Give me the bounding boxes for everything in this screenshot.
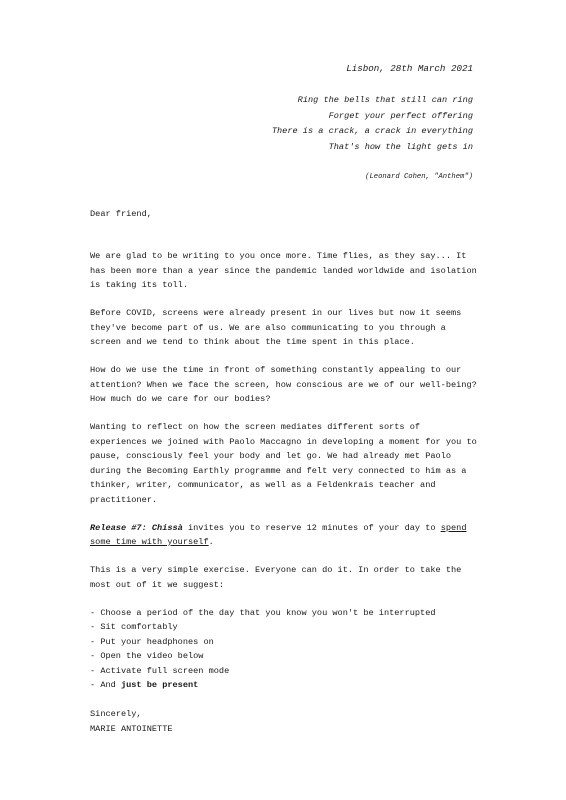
dateline: Lisbon, 28th March 2021 <box>346 63 473 74</box>
epigraph-line: That's how the light gets in <box>328 141 473 152</box>
last-step-prefix: - And <box>90 680 121 690</box>
paragraph: How do we use the time in front of something constantly appealing to our attention? When we face the screen, how conscious are we of our well-being? How much do we care for our bodies? <box>90 365 477 404</box>
spend-time-link[interactable]: spend some time with yourself <box>90 522 467 547</box>
list-item: - Put your headphones on <box>90 636 214 647</box>
list-item-last <box>90 678 480 693</box>
epigraph <box>272 93 473 155</box>
signoff: Sincerely, <box>90 709 142 719</box>
epigraph-line: Forget your perfect offering <box>328 110 473 121</box>
steps-list <box>90 606 480 693</box>
epigraph-line: Ring the bells that still can ring <box>297 95 473 105</box>
list-item: - Activate full screen mode <box>90 665 230 676</box>
list-item: - Sit comfortably <box>90 622 178 632</box>
epigraph-line: There is a crack, a crack in everything <box>271 126 473 136</box>
release-label: Release #7: Chissà <box>90 522 183 533</box>
paragraph: Before COVID, screens were already present in our lives but now it seems they've become part of us. We are also communicating to you through a screen and we tend to think about the time spent in this place. <box>90 308 462 347</box>
release-text-end: . <box>208 537 214 547</box>
last-step-emphasis: just be present <box>120 680 199 690</box>
letter-body <box>90 249 480 693</box>
salutation: Dear friend, <box>90 209 152 219</box>
epigraph-credit: (Leonard Cohen, "Anthem") <box>365 173 473 181</box>
closing <box>90 707 480 736</box>
list-item: - Choose a period of the day that you know you won't be interrupted <box>90 607 436 618</box>
release-text: invites you to reserve 12 minutes of your day to <box>182 522 441 533</box>
release-paragraph <box>90 521 480 550</box>
signature: MARIE ANTOINETTE <box>90 723 173 734</box>
list-item: - Open the video below <box>90 651 204 661</box>
paragraph: Wanting to reflect on how the screen mediates different sorts of experiences we joined with Paolo Maccagno in developing a moment for you to pause, consciously feel your body and let go. We had already met Paolo during the Becoming Earthly programme and felt very connected to him as a thinker, writer, communicator, as well as a Feldenkrais teacher and practitioner. <box>90 422 477 505</box>
paragraph: We are glad to be writing to you once more. Time flies, as they say... It has been more than a year since the pandemic landed worldwide and isolation is taking its toll. <box>90 251 477 290</box>
instructions-intro: This is a very simple exercise. Everyone can do it. In order to take the most out of it we suggest: <box>90 565 462 590</box>
